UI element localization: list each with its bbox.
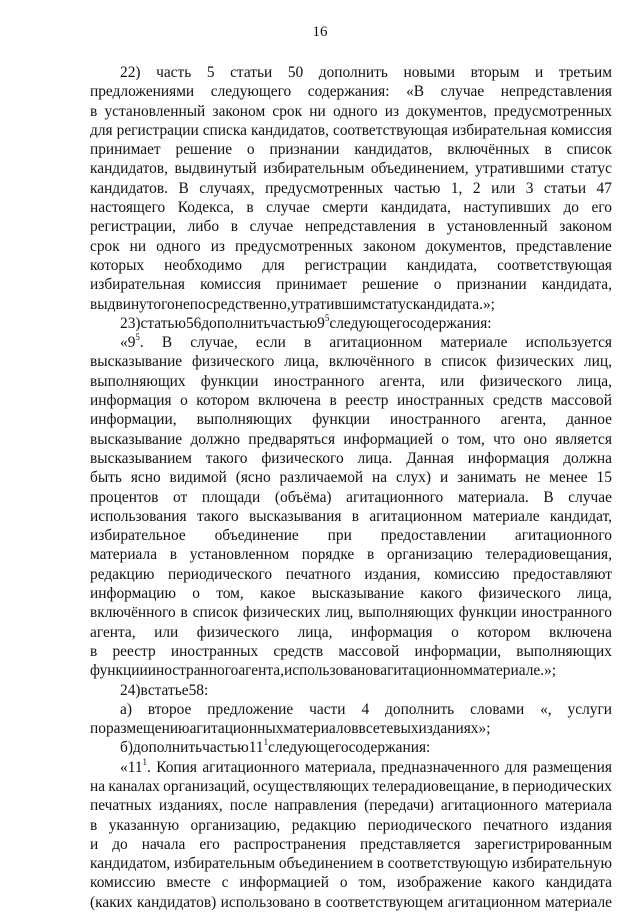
text-line: на каналах организаций, осуществляющих телерадиовещание, в периодических [90,777,612,795]
text-line: избирательная комиссия принимает решение о признании кандидата, [90,276,612,294]
text-line: информация о котором включена в реестр иностранных средств массовой [90,392,612,410]
text-line: кандидатов. В случаях, предусмотренных частью 1, 2 или 3 статьи 47 [90,179,612,197]
text-line: 24) в статье 58: [120,681,209,699]
text-line: кандидатом, избирательным объединением в соответствующую избирательную [90,855,612,873]
text-line: срок ни одного из предусмотренных законом документов, представление [90,237,612,255]
text-line: высказывание должно предваряться информацией о том, что оно является [90,430,612,448]
text-line: 22) часть 5 статьи 50 дополнить новыми вторым и третьим [120,64,612,81]
text-line: редакцию периодического печатного издания, комиссию предоставляют [90,565,612,583]
text-line: б) дополнить частью $11^1$ следующего содержания: [120,737,431,757]
text-line: избирательное объединение при предоставлении агитационного [90,527,612,545]
text-line: настоящего Кодекса, в случае смерти кандидата, наступивших до его [90,199,612,217]
text-line: материала в установленном порядке в организацию телерадиовещания, [90,546,612,564]
text-line: по размещению агитационных материалов в сетевых изданиях»; [90,720,491,738]
text-line: (каких кандидатов) использовано в соответствующем агитационном материале [90,893,612,911]
text-line: агента, или физического лица, информация о котором включена [90,623,612,641]
text-line: а) второе предложение части 4 дополнить словами «, услуги [120,700,612,718]
text-line: «$9^5$. В случае, если в агитационном материале используется [120,332,612,352]
text-line: для регистрации списка кандидатов, соответствующая избирательная комиссия [90,121,612,139]
text-line: быть ясно видимой (ясно различаемой на слух) и занимать не менее 15 [90,469,612,487]
text-line: включённого в список физических лиц, выполняющих функции иностранного [90,604,612,622]
text-line: «$11^1$. Копия агитационного материала, предназначенного для размещения [120,756,612,776]
page-number: 16 [312,24,328,40]
text-line: комиссию вместе с информацией о том, изображение какого кандидата [90,874,612,892]
text-line: функции иностранного агента, использовано в агитационном материале.»; [90,662,557,680]
text-line: регистрации, либо в случае непредставления в установленный законом [90,218,612,236]
text-line: информацию о том, какое высказывание какого физического лица, [90,585,612,603]
text-line: в реестр иностранных средств массовой информации, выполняющих [90,642,612,660]
text-line: кандидатов, выдвинутый избирательным объединением, утратившими статус [90,160,612,178]
text-line: информации, выполняющих функции иностранного агента, данное [90,411,612,429]
text-line: принимает решение о признании кандидатов, включённых в список [90,141,612,159]
text-line: печатных изданиях, после направления (передачи) агитационного материала [90,797,612,815]
text-line: в указанную организацию, редакцию периодического печатного издания [90,816,612,834]
text-line: в установленный законом срок ни одного из документов, предусмотренных [90,102,612,120]
text-line: использования такого высказывания в агитационном материале кандидат, [90,507,612,525]
text-line: предложениями следующего содержания: «В случае непредставления [90,83,612,101]
text-line: высказывание физического лица, включённого в список физических лиц, [90,353,612,371]
text-line: высказыванием такого физического лица. Данная информация должна [90,449,612,467]
document-text [90,63,612,912]
text-line: процентов от площади (объёма) агитационного материала. В случае [90,488,612,506]
text-line: выдвинутого непосредственно, утратившим статус кандидата.»; [90,295,495,313]
text-line: выполняющих функции иностранного агента, или физического лица, [90,372,612,390]
text-line: 23) статью 56 дополнить частью $9^5$ следующего содержания: [120,312,492,332]
text-line: и до начала его распространения представляется зарегистрированным [90,835,612,853]
text-line: которых необходимо для регистрации кандидата, соответствующая [90,256,612,274]
